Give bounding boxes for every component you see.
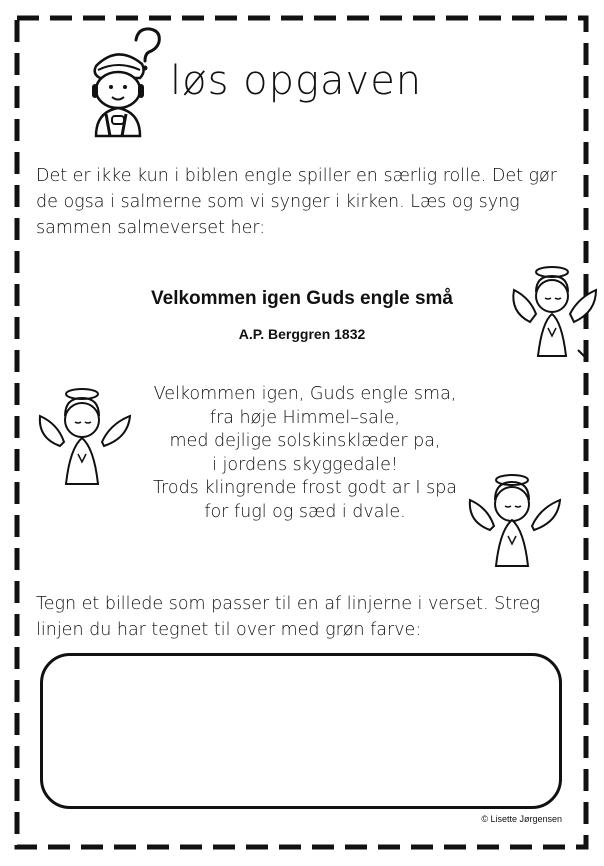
verse-line: fra høje Himmel–sale, [209, 407, 401, 428]
page-title: løs opgaven [170, 58, 423, 104]
angel-icon [466, 470, 566, 574]
angel-icon [508, 262, 604, 366]
instruction-line: Tegn et billede som passer til en af linjerne i verset. Streg [36, 594, 541, 614]
verse-line: Trods klingrende frost godt ar I spa [152, 478, 458, 498]
instruction-line: linjen du har tegnet til over med grøn farve: [36, 620, 422, 640]
intro-line: de ogsa i salmerne som vi synger i kirken. Læs og syng [36, 192, 520, 212]
angel-icon [36, 384, 136, 492]
drawing-instructions [36, 591, 576, 643]
verse-line: i jordens skyggedale! [212, 454, 398, 475]
thinking-child-icon [78, 26, 168, 138]
verse-line: for fugl og sæd i dvale. [204, 501, 406, 522]
intro-line: sammen salmeverset her: [36, 218, 266, 238]
intro-text [36, 163, 576, 241]
drawing-area[interactable] [40, 653, 562, 809]
hymn-author: A.P. Berggren 1832 [238, 326, 366, 342]
copyright-notice: © Lisette Jørgensen [481, 814, 562, 824]
intro-line: Det er ikke kun i biblen engle spiller en særlig rolle. Det gør [36, 166, 557, 186]
hymn-title: Velkommen igen Guds engle små [151, 288, 453, 309]
verse-line: med dejlige solskinsklæder pa, [169, 431, 441, 451]
hymn-verse [120, 383, 490, 524]
verse-line: Velkommen igen, Guds engle sma, [153, 384, 457, 404]
